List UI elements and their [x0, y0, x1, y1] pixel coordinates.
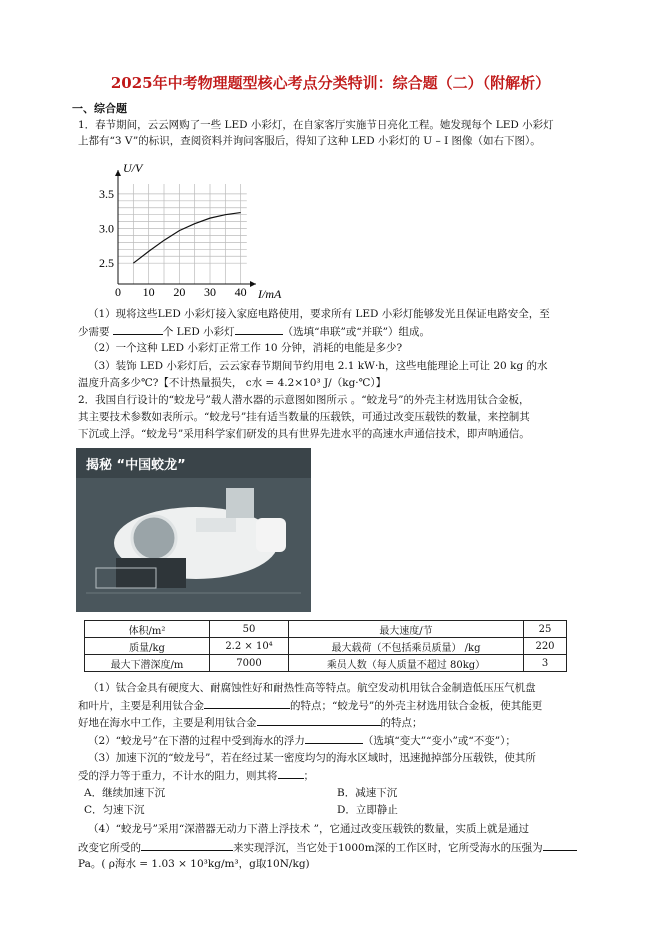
q2-s3-b [78, 768, 314, 783]
q2-line3: 下沉或上浮。“蛟龙号”采用科学家们研发的具有世界先进水平的高速水声通信技术，即声呐通信。 [78, 428, 530, 440]
page-title: 2025年中考物理题型核心考点分类特训：综合题（二）（附解析） [110, 74, 551, 92]
table-cell: 2.2 × 10⁴ [210, 638, 289, 655]
q2-s4-b [78, 840, 577, 855]
q2-s3-a: （3）加速下沉的“蛟龙号”，若在经过某一密度均匀的海水区域时，迅速抛掉部分压载铁，使其所 [88, 752, 536, 764]
q2-s4-b-pre: 改变它所受的 [78, 842, 141, 854]
table-row [85, 621, 567, 638]
q2-line1: 2．我国自行设计的“蛟龙号”载人潜水器的示意图如图所示 。“蛟龙号”的外壳主材选用钛合金板， [78, 394, 530, 406]
q1-sub2: （2）一个这种 LED 小彩灯正常工作 10 分钟，消耗的电能是多少? [88, 342, 403, 354]
photo-caption: 揭秘 “中国蛟龙” [86, 458, 186, 473]
q1-sub3-a: （3）装饰 LED 小彩灯后，云云家春节期间节约用电 2.1 kW·h，这些电能理论上可让 20 kg 的水 [88, 360, 548, 372]
x-tick-label: 0 [115, 285, 121, 298]
y-axis-arrow [115, 170, 121, 176]
submersible-image [76, 448, 311, 612]
table-cell: 乘员人数（每人质量不超过 80kg） [289, 655, 524, 672]
option-b[interactable]: B．减速下沉 [337, 787, 398, 799]
y-tick-label: 2.5 [99, 256, 114, 271]
x-tick-label: 20 [173, 285, 186, 298]
table-row [85, 655, 567, 672]
answer-blank-property1[interactable] [204, 698, 290, 709]
q2-s3-b-post: ； [303, 770, 314, 782]
table-row [85, 638, 567, 655]
y-tick-label: 3.5 [99, 186, 114, 201]
answer-blank-choice[interactable] [278, 768, 304, 779]
q2-s1-c [78, 715, 423, 730]
answer-blank-buoyancy[interactable] [305, 733, 363, 744]
x-axis-arrow [250, 281, 256, 287]
x-axis-label: I/mA [258, 287, 282, 298]
q2-s1-b-pre: 和叶片，主要是利用钛合金 [78, 700, 204, 712]
spec-table [84, 620, 567, 672]
q2-s1-a: （1）钛合金具有硬度大、耐腐蚀性好和耐热性高等特点。航空发动机用钛合金制造低压压气机盘 [88, 682, 536, 694]
y-tick-label: 3.0 [99, 221, 114, 236]
section-heading: 一、综合题 [72, 102, 127, 115]
q1-sub1-b-pre: 少需要 [78, 326, 113, 338]
answer-blank-count[interactable] [113, 324, 163, 335]
answer-blank-property2[interactable] [257, 715, 381, 726]
table-cell: 25 [524, 621, 567, 638]
q1-sub1-b-mid: 个 LED 小彩灯 [162, 326, 235, 338]
q1-sub1-b [78, 324, 430, 339]
q2-s1-b-post: 的特点；“蛟龙号”的外壳主材选用钛合金板，使其能更 [290, 700, 543, 712]
table-cell: 3 [524, 655, 567, 672]
table-cell: 体积/m² [85, 621, 210, 638]
answer-blank-pressure[interactable] [543, 840, 577, 851]
series-line [133, 213, 240, 264]
q2-s4-a: （4）“蛟龙号”采用“深潜器无动力下潜上浮技术 ”，它通过改变压载铁的数量，实质上就是通过 [88, 823, 529, 835]
q2-s1-c-pre: 好地在海水中工作，主要是利用钛合金 [78, 717, 257, 729]
q1-sub1-b-post: （选填“串联”或“并联”）组成。 [282, 326, 431, 338]
table-cell: 最大下潜深度/m [85, 655, 210, 672]
q2-s3-b-pre: 受的浮力等于重力，不计水的阻力，则其将 [78, 770, 278, 782]
option-d[interactable]: D．立即静止 [337, 804, 398, 816]
q2-s2-post: （选填“变大”“变小”或“不变”）； [362, 735, 516, 747]
table-cell: 7000 [210, 655, 289, 672]
q1-line1: 1．春节期间，云云网购了一些 LED 小彩灯，在自家客厅实施节日亮化工程。她发现每个 LED 小彩灯 [78, 119, 554, 131]
q1-sub3-b: 温度升高多少℃?【不计热量损失， c水 = 4.2×10³ J/（kg·℃）】 [78, 377, 387, 389]
option-a[interactable]: A．继续加速下沉 [84, 787, 166, 799]
y-axis-label: U/V [123, 161, 143, 175]
option-c[interactable]: C．匀速下沉 [84, 804, 145, 816]
q2-s4-c: Pa。( ρ海水 = 1.03 × 10³kg/m³，g取10N/kg) [78, 858, 310, 870]
answer-blank-force[interactable] [141, 840, 233, 851]
x-tick-label: 30 [204, 285, 216, 298]
table-cell: 最大速度/节 [289, 621, 524, 638]
q2-s1-c-post: 的特点； [380, 717, 423, 729]
q1-sub1-a: （1）现将这些LED 小彩灯接入家庭电路使用，要求所有 LED 小彩灯能够发光且保证电路安全，至 [88, 308, 550, 320]
q2-s1-b [78, 698, 542, 713]
ui-chart [86, 158, 296, 298]
q2-s2-pre: （2）“蛟龙号”在下潜的过程中受到海水的浮力 [88, 735, 305, 747]
q2-s2 [88, 733, 516, 748]
x-tick-label: 10 [142, 285, 155, 298]
table-cell: 最大载荷（不包括乘员质量） /kg [289, 638, 524, 655]
q2-line2: 其主要技术参数如表所示。“蛟龙号”挂有适当数量的压载铁，可通过改变压载铁的数量，来控制其 [78, 411, 530, 423]
x-tick-label: 40 [234, 285, 247, 298]
table-cell: 50 [210, 621, 289, 638]
table-cell: 质量/kg [85, 638, 210, 655]
q1-line2: 上都有“3 V”的标识，查阅资料并询问客服后，得知了这种 LED 小彩灯的 U – I 图像（如右下图）。 [78, 135, 541, 147]
table-cell: 220 [524, 638, 567, 655]
answer-blank-connection[interactable] [235, 324, 283, 335]
q2-s4-b-post: 来实现浮沉，当它处于1000m深的工作区时，它所受海水的压强为 [233, 842, 543, 854]
